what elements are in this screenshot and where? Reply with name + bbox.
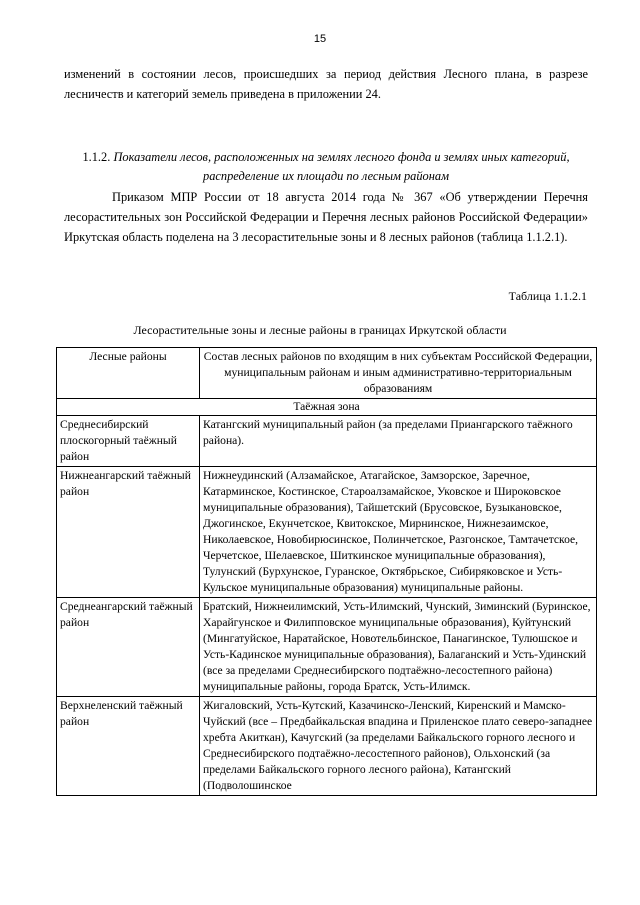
district-name: Среднесибирский плоскогорный таёжный район (57, 416, 200, 467)
header-districts: Лесные районы (57, 348, 200, 399)
table-caption: Лесорастительные зоны и лесные районы в границах Иркутской области (133, 323, 507, 337)
district-composition: Катангский муниципальный район (за пределами Приангарского таёжного района). (200, 416, 597, 467)
district-composition: Нижнеудинский (Алзамайское, Атагайское, Замзорское, Заречное, Катарминское, Костинское, Староалзамайское, Уковское и Широковское муниципальные образования), Тайшетский (Брусовское, Бузыкановское, Джогинское, Екунчетское, Квитокское, Мирнинское, Нижнезаимское, Николаевское, Новобирюсинское, Полинчетское, Разгонское, Тамтачетское, Черчетское, Шелаевское, Шиткинское муниципальные образования), Тулунский (Бурхунское, Гуранское, Октябрьское, Сибиряковское и Усть-Кульское муниципальные образования) муниципальные районы. (200, 467, 597, 598)
section-heading (64, 148, 588, 186)
zone-row (57, 399, 597, 416)
header-composition: Состав лесных районов по входящим в них субъектам Российской Федерации, муниципальным районам и иным административно-территориальным образованиям (200, 348, 597, 399)
district-name: Верхнеленский таёжный район (57, 697, 200, 796)
table-row (57, 598, 597, 697)
zone-label: Таёжная зона (57, 399, 597, 416)
district-name: Среднеангарский таёжный район (57, 598, 200, 697)
district-composition: Братский, Нижнеилимский, Усть-Илимский, Чунский, Зиминский (Буринское, Харайгунское и Филипповское муниципальные образования), Куйтунский (Мингатуйское, Наратайское, Новотельбинское, Панагинское, Тулюшское и Усть-Кадинское муниципальные образования), Балаганский и Усть-Удинский (все за пределами Среднесибирского подтаёжно-лесостепного района) муниципальные районы, города Братск, Усть-Илимск. (200, 598, 597, 697)
intro-paragraph: изменений в состоянии лесов, происшедших за период действия Лесного плана, в разрезе лесничеств и категорий земель приведена в приложении 24. (64, 67, 588, 101)
body-paragraph: Приказом МПР России от 18 августа 2014 года № 367 «Об утверждении Перечня лесорастительных зон Российской Федерации и Перечня лесных районов Российской Федерации» Иркутская область поделена на 3 лесорастительные зоны и 8 лесных районов (таблица 1.1.2.1). (64, 190, 588, 244)
district-composition: Жигаловский, Усть-Кутский, Казачинско-Ленский, Киренский и Мамско-Чуйский (все – Предбайкальская впадина и Приленское плато северо-западнее хребта Акиткан), Качугский (за пределами Байкальского горного лесного и Среднесибирского подтаёжно-лесостепного районов), Ольхонский (за пределами Байкальского горного лесного района), Катангский (Подволошинское (200, 697, 597, 796)
table-row (57, 697, 597, 796)
table-label: Таблица 1.1.2.1 (508, 289, 587, 303)
district-name: Нижнеангарский таёжный район (57, 467, 200, 598)
table-header-row (57, 348, 597, 399)
section-title: Показатели лесов, расположенных на землях лесного фонда и землях иных категорий, распределение их площади по лесным районам (113, 150, 570, 183)
table-row (57, 467, 597, 598)
table-row (57, 416, 597, 467)
section-number: 1.1.2. (82, 150, 111, 164)
page-number: 15 (313, 33, 327, 45)
forest-districts-table (56, 347, 597, 796)
